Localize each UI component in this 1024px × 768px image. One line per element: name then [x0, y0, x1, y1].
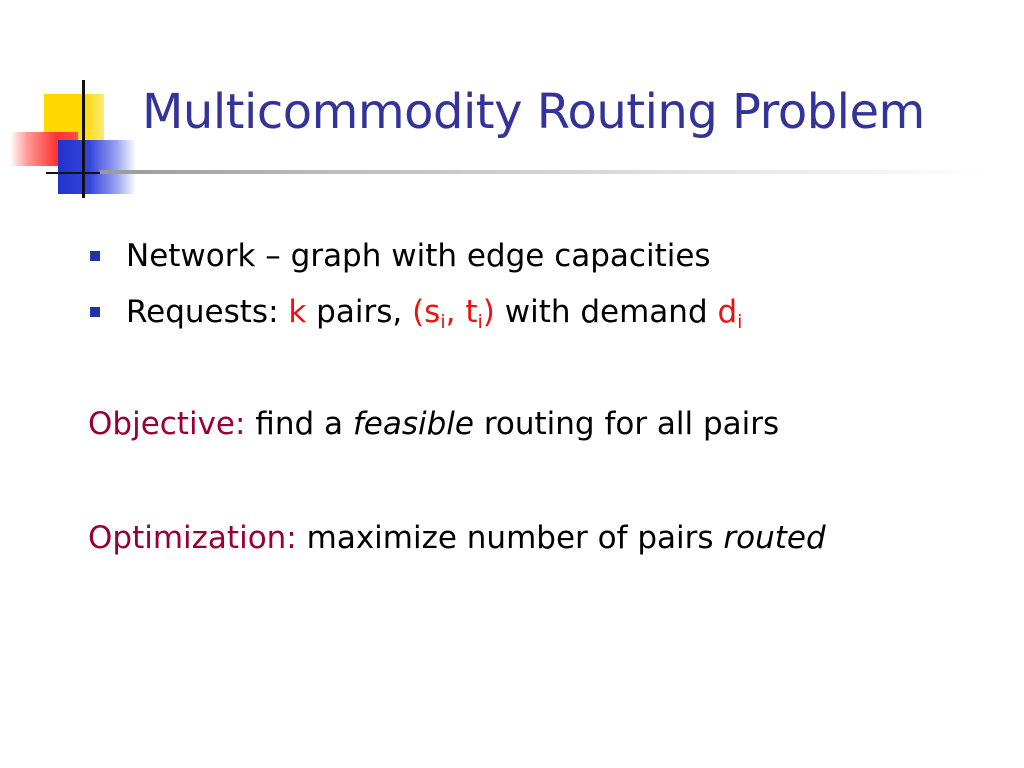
optimization-text-before: maximize number of pairs [296, 520, 724, 556]
optimization-paragraph [88, 518, 826, 558]
decorative-logo [0, 0, 160, 210]
objective-text-before: find a [245, 406, 353, 442]
bullet-marker-icon [90, 307, 100, 317]
bullet-list [90, 228, 742, 340]
slide-title: Multicommodity Routing Problem [142, 84, 925, 140]
objective-text-after: routing for all pairs [473, 406, 780, 442]
requests-sub-d: i [737, 311, 743, 333]
objective-paragraph [88, 404, 779, 444]
logo-blue-square [58, 140, 136, 194]
requests-open-s: (s [412, 294, 441, 330]
requests-comma-t: , t [445, 294, 478, 330]
title-underline [100, 170, 1000, 174]
requests-pairs: pairs, [306, 294, 413, 330]
requests-sub-t: i [477, 311, 483, 333]
requests-with-demand: with demand [494, 294, 718, 330]
bullet-network [90, 228, 742, 284]
bullet-requests [90, 284, 742, 340]
logo-vertical-line [82, 80, 85, 198]
requests-k: k [288, 294, 307, 330]
optimization-emphasis: routed [723, 520, 826, 556]
requests-close: ) [482, 294, 495, 330]
requests-prefix: Requests: [126, 294, 289, 330]
requests-sub-s: i [440, 311, 446, 333]
objective-label: Objective: [88, 406, 246, 442]
requests-d: d [717, 294, 738, 330]
bullet-marker-icon [90, 251, 100, 261]
bullet-network-text: Network – graph with edge capacities [126, 238, 711, 274]
objective-emphasis: feasible [352, 406, 474, 442]
optimization-label: Optimization: [88, 520, 297, 556]
